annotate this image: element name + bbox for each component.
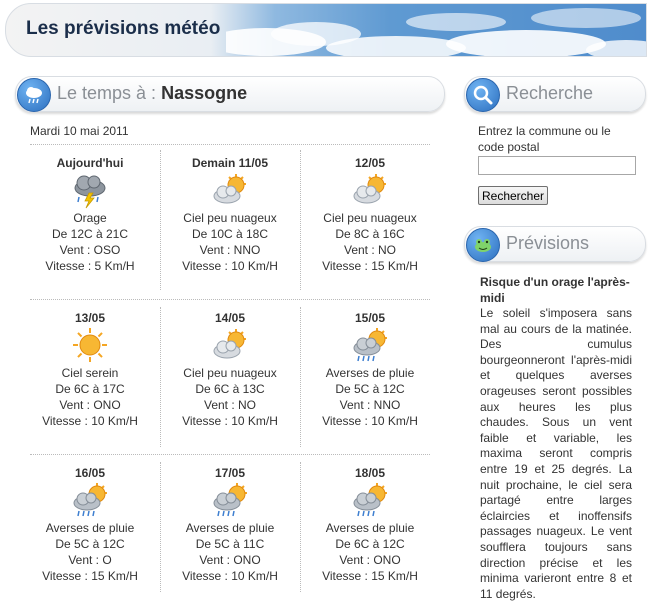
wind-speed: Vitesse : 10 Km/H (322, 414, 418, 428)
sun-icon (70, 326, 110, 364)
temperature-range: De 5C à 12C (55, 537, 125, 551)
day-label: 16/05 (74, 466, 106, 480)
forecast-day-cell (20, 465, 160, 584)
wind-speed: Vitesse : 10 Km/H (182, 414, 278, 428)
showers-icon (350, 481, 390, 519)
commune-name: Nassogne (161, 83, 248, 103)
wind-direction: Vent : ONO (339, 553, 401, 567)
forecast-text: Le soleil s'imposera sans mal au cours de la matinée. Des cumulus bourgeonneront l'après-midi et quelques averses orageuses seront possibles aux heures les plus chaudes. Sous un vent faible et variable, les maxima seront compris entre 19 et 25 degrés. La nuit prochaine, le ciel sera partagé entre larges éclaircies et inoffensifs passages nuageux. Le vent soufflera toujours sans direction précise et les minima varieront entre 8 et 11 degrés. (480, 306, 632, 601)
section-prefix: Le temps à : (57, 83, 157, 103)
page-title: Les prévisions météo (26, 18, 221, 39)
condition-text: Averses de pluie (45, 521, 135, 535)
day-label: Demain 11/05 (191, 156, 269, 170)
wind-speed: Vitesse : 10 Km/H (182, 569, 278, 583)
forecast-date: Mardi 10 mai 2011 (30, 124, 129, 138)
row-divider (30, 454, 430, 455)
condition-text: Orage (73, 211, 107, 225)
wind-direction: Vent : OSO (59, 243, 121, 257)
wind-direction: Vent : O (68, 553, 112, 567)
wind-direction: Vent : ONO (59, 398, 121, 412)
condition-text: Ciel peu nuageux (183, 366, 277, 380)
forecast-day-cell (300, 465, 440, 584)
storm-icon (70, 171, 110, 209)
forecast-day-cell (160, 465, 300, 584)
forecast-day-cell (160, 155, 300, 274)
search-section-header (464, 76, 646, 112)
forecast-day-cell (20, 310, 160, 429)
wind-direction: Vent : NO (343, 243, 397, 257)
weather-section-header (15, 76, 445, 112)
frog-icon (466, 228, 500, 262)
condition-text: Ciel serein (61, 366, 119, 380)
search-label: Entrez la commune ou le code postal (478, 124, 611, 154)
wind-speed: Vitesse : 15 Km/H (322, 569, 418, 583)
temperature-range: De 6C à 13C (195, 382, 265, 396)
cloud-rain-icon (17, 78, 51, 112)
forecast-day-cell (300, 310, 440, 429)
wind-speed: Vitesse : 10 Km/H (182, 259, 278, 273)
forecast-day-cell (160, 310, 300, 429)
temperature-range: De 5C à 12C (335, 382, 405, 396)
row-divider (30, 144, 430, 145)
wind-speed: Vitesse : 10 Km/H (42, 414, 138, 428)
day-label: Aujourd'hui (56, 156, 124, 170)
day-label: 18/05 (354, 466, 386, 480)
temperature-range: De 6C à 12C (335, 537, 405, 551)
day-label: 15/05 (354, 311, 386, 325)
showers-icon (210, 481, 250, 519)
showers-icon (350, 326, 390, 364)
day-label: 12/05 (354, 156, 386, 170)
condition-text: Averses de pluie (325, 521, 415, 535)
partly-cloudy-icon (210, 326, 250, 364)
temperature-range: De 10C à 18C (191, 227, 269, 241)
search-section-title: Recherche (506, 83, 594, 103)
day-label: 13/05 (74, 311, 106, 325)
search-button[interactable]: Rechercher (478, 186, 548, 205)
forecast-section-header (464, 226, 646, 262)
forecast-headline: Risque d'un orage l'après-midi (480, 275, 630, 305)
temperature-range: De 12C à 21C (51, 227, 129, 241)
wind-speed: Vitesse : 5 Km/H (45, 259, 135, 273)
wind-speed: Vitesse : 15 Km/H (322, 259, 418, 273)
condition-text: Averses de pluie (185, 521, 275, 535)
row-divider (30, 299, 430, 300)
wind-direction: Vent : ONO (199, 553, 261, 567)
wind-direction: Vent : NO (203, 398, 257, 412)
search-input[interactable] (478, 156, 636, 175)
site-header (5, 3, 647, 57)
wind-direction: Vent : NNO (199, 243, 261, 257)
wind-direction: Vent : NNO (339, 398, 401, 412)
forecast-day-cell (300, 155, 440, 274)
condition-text: Ciel peu nuageux (183, 211, 277, 225)
forecast-day-cell (20, 155, 160, 274)
partly-cloudy-icon (350, 171, 390, 209)
temperature-range: De 5C à 11C (195, 537, 265, 551)
condition-text: Ciel peu nuageux (323, 211, 417, 225)
temperature-range: De 6C à 17C (55, 382, 125, 396)
forecast-section-title: Prévisions (506, 233, 590, 253)
search-icon (466, 78, 500, 112)
temperature-range: De 8C à 16C (335, 227, 405, 241)
sky-banner (226, 4, 646, 56)
day-label: 17/05 (214, 466, 246, 480)
day-label: 14/05 (214, 311, 246, 325)
showers-icon (70, 481, 110, 519)
wind-speed: Vitesse : 15 Km/H (42, 569, 138, 583)
condition-text: Averses de pluie (325, 366, 415, 380)
partly-cloudy-icon (210, 171, 250, 209)
